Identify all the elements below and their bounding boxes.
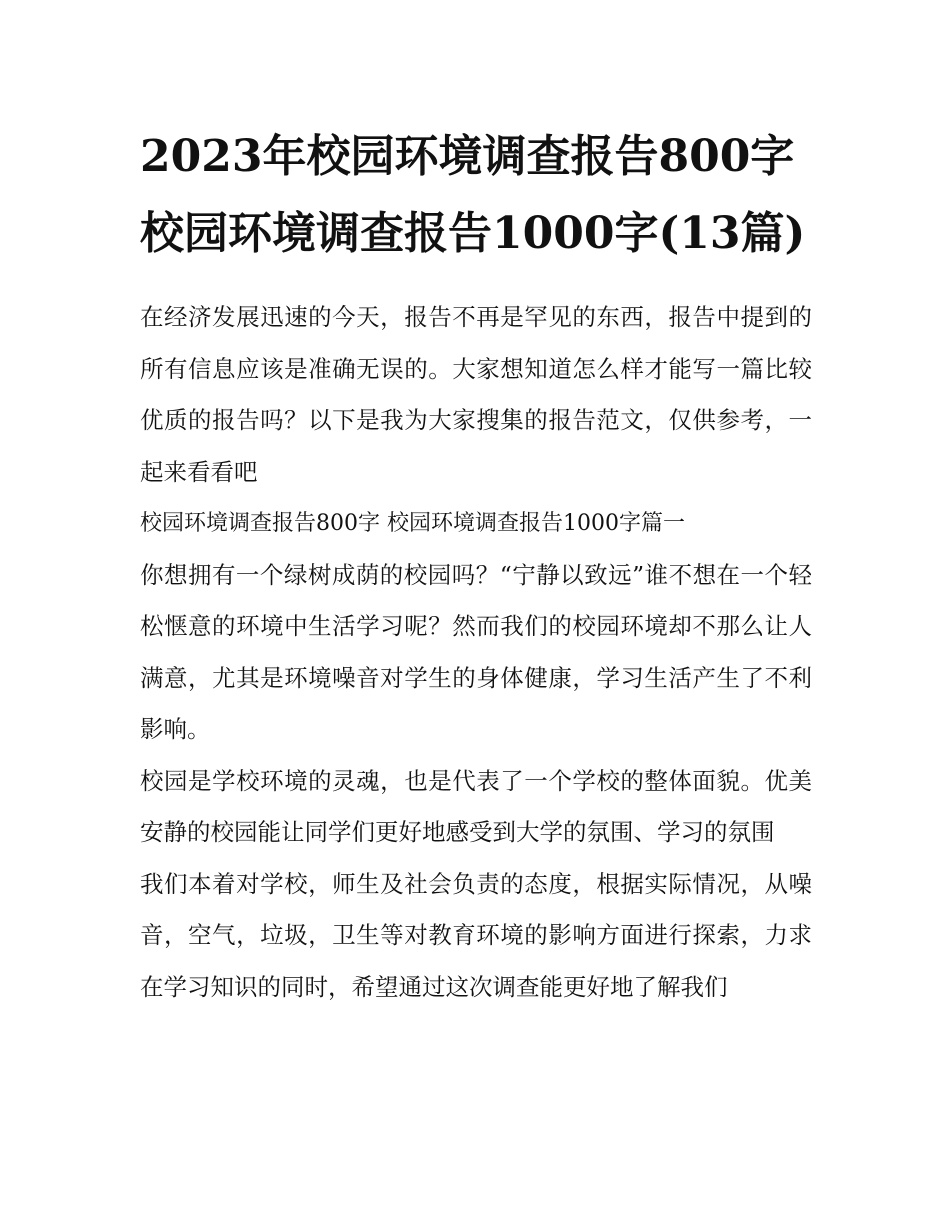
document-title: 2023年校园环境调查报告800字 校园环境调查报告1000字(13篇) <box>140 131 806 259</box>
body-paragraph-3: 我们本着对学校，师生及社会负责的态度，根据实际情况，从噪音，空气，垃圾，卫生等对教育环境的影响方面进行探索，力求在学习知识的同时，希望通过这次调查能更好地了解我们 <box>140 869 812 1001</box>
section-heading: 校园环境调查报告800字 校园环境调查报告1000字篇一 <box>140 511 685 536</box>
document-page <box>140 118 812 1013</box>
body-paragraph-1: 你想拥有一个绿树成荫的校园吗？“宁静以致远”谁不想在一个轻松惬意的环境中生活学习呢？然而我们的校园环境却不那么让人满意，尤其是环境噪音对学生的身体健康，学习生活产生了不利影响。 <box>140 560 812 743</box>
body-paragraph-2: 校园是学校环境的灵魂，也是代表了一个学校的整体面貌。优美安静的校园能让同学们更好地感受到大学的氛围、学习的氛围 <box>140 766 812 846</box>
intro-paragraph: 在经济发展迅速的今天，报告不再是罕见的东西，报告中提到的所有信息应该是准确无误的。大家想知道怎么样才能写一篇比较优质的报告吗？以下是我为大家搜集的报告范文，仅供参考，一起来看看吧 <box>140 303 812 486</box>
